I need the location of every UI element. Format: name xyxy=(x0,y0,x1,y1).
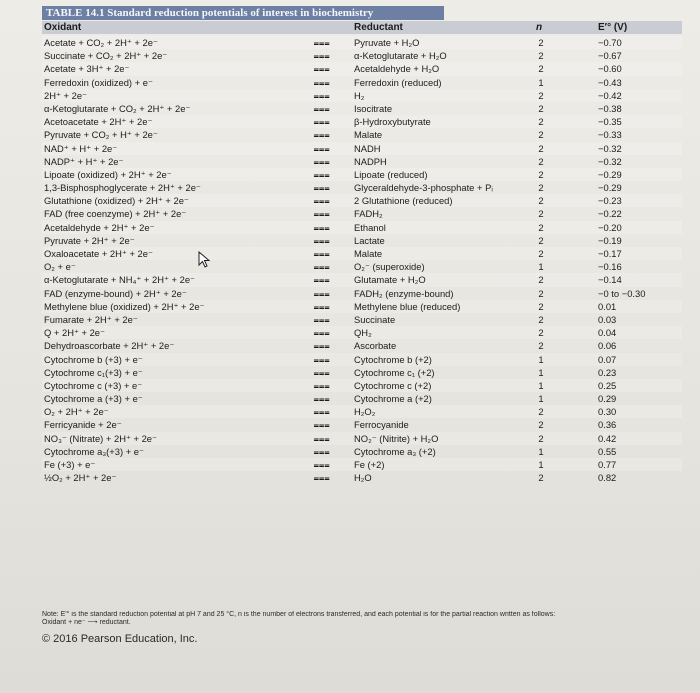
equilibrium-sign: ⩶ xyxy=(313,129,329,141)
oxidant-cell: Pyruvate + 2H⁺ + 2e⁻ xyxy=(44,234,135,246)
potential-cell: −0.32 xyxy=(598,142,622,154)
oxidant-cell: NADP⁺ + H⁺ + 2e⁻ xyxy=(44,155,124,167)
table-row xyxy=(42,234,682,247)
reductant-cell: QH₂ xyxy=(354,327,372,339)
reductant-cell: Cytochrome a₃ (+2) xyxy=(354,445,436,457)
potential-cell: 0.23 xyxy=(598,366,617,378)
table-row xyxy=(42,471,682,484)
reductant-cell: Cytochrome c₁ (+2) xyxy=(354,366,435,378)
electron-count-cell: 2 xyxy=(538,221,544,233)
electron-count-cell: 2 xyxy=(538,89,544,101)
reductant-cell: Acetaldehyde + H₂O xyxy=(354,63,440,75)
equilibrium-sign: ⩶ xyxy=(313,155,329,167)
electron-count-cell: 2 xyxy=(538,327,544,339)
table-row xyxy=(42,115,682,128)
electron-count-cell: 2 xyxy=(538,102,544,114)
electron-count-cell: 1 xyxy=(538,261,544,273)
potential-cell: −0.16 xyxy=(598,261,622,273)
electron-count-cell: 2 xyxy=(538,234,544,246)
potential-cell: 0.25 xyxy=(598,379,617,391)
reductant-cell: H₂O₂ xyxy=(354,406,376,418)
potential-cell: 0.30 xyxy=(598,406,617,418)
potential-cell: −0.67 xyxy=(598,50,622,62)
oxidant-cell: O₂ + 2H⁺ + 2e⁻ xyxy=(44,406,109,418)
oxidant-cell: NAD⁺ + H⁺ + 2e⁻ xyxy=(44,142,118,154)
electron-count-cell: 2 xyxy=(538,116,544,128)
oxidant-cell: Acetaldehyde + 2H⁺ + 2e⁻ xyxy=(44,221,155,233)
note-line-1: Note: E′° is the standard reduction potential at pH 7 and 25 °C, n is the number of electrons transferred, and each potential is for the partial reaction written as follows: xyxy=(42,611,556,618)
equilibrium-sign: ⩶ xyxy=(313,208,329,220)
oxidant-cell: Acetate + 3H⁺ + 2e⁻ xyxy=(44,63,130,75)
electron-count-cell: 2 xyxy=(538,340,544,352)
oxidant-cell: FAD (enzyme-bound) + 2H⁺ + 2e⁻ xyxy=(44,287,187,299)
oxidant-cell: Cytochrome c₁(+3) + e⁻ xyxy=(44,366,143,378)
note-line-2: Oxidant + ne⁻ ⟶ reductant. xyxy=(42,619,131,626)
reductant-cell: Malate xyxy=(354,248,383,259)
table-row xyxy=(42,326,682,339)
potential-cell: −0.38 xyxy=(598,102,622,114)
potential-cell: −0.60 xyxy=(598,63,622,75)
table-row xyxy=(42,76,682,89)
electron-count-cell: 1 xyxy=(538,366,544,378)
electron-count-cell: 1 xyxy=(538,459,544,470)
equilibrium-sign: ⩶ xyxy=(313,353,329,365)
electron-count-cell: 2 xyxy=(538,313,544,325)
table-row xyxy=(42,155,682,168)
equilibrium-sign: ⩶ xyxy=(313,89,329,101)
oxidant-cell: O₂ + e⁻ xyxy=(44,261,76,273)
electron-count-cell: 1 xyxy=(538,353,544,365)
header-reductant: Reductant xyxy=(354,22,403,33)
electron-count-cell: 1 xyxy=(538,379,544,391)
equilibrium-sign: ⩶ xyxy=(313,248,329,259)
electron-count-cell: 2 xyxy=(538,432,544,444)
table-row xyxy=(42,168,682,181)
table-row xyxy=(42,207,682,220)
reductant-cell: Glutamate + H₂O xyxy=(354,274,426,286)
electron-count-cell: 2 xyxy=(538,168,544,180)
table-row xyxy=(42,247,682,260)
oxidant-cell: Q + 2H⁺ + 2e⁻ xyxy=(44,327,105,339)
table-body xyxy=(42,36,682,484)
oxidant-cell: α-Ketoglutarate + CO₂ + 2H⁺ + 2e⁻ xyxy=(44,102,191,114)
electron-count-cell: 2 xyxy=(538,182,544,194)
equilibrium-sign: ⩶ xyxy=(313,287,329,299)
reductant-cell: NADPH xyxy=(354,155,387,167)
table-row xyxy=(42,366,682,379)
equilibrium-sign: ⩶ xyxy=(313,116,329,128)
copyright-text: © 2016 Pearson Education, Inc. xyxy=(42,633,198,645)
electron-count-cell: 2 xyxy=(538,155,544,167)
reductant-cell: H₂O xyxy=(354,472,372,484)
oxidant-cell: Cytochrome c (+3) + e⁻ xyxy=(44,379,143,391)
potential-cell: 0.55 xyxy=(598,445,617,457)
equilibrium-sign: ⩶ xyxy=(313,261,329,273)
equilibrium-sign: ⩶ xyxy=(313,168,329,180)
potential-cell: −0.14 xyxy=(598,274,622,286)
table-row xyxy=(42,432,682,445)
header-n: n xyxy=(536,22,543,33)
equilibrium-sign: ⩶ xyxy=(313,379,329,391)
electron-count-cell: 2 xyxy=(538,50,544,62)
electron-count-cell: 1 xyxy=(538,445,544,457)
oxidant-cell: Oxaloacetate + 2H⁺ + 2e⁻ xyxy=(44,248,153,259)
potential-cell: −0.23 xyxy=(598,195,622,207)
table-row xyxy=(42,379,682,392)
potential-cell: 0.04 xyxy=(598,327,617,339)
equilibrium-sign: ⩶ xyxy=(313,366,329,378)
equilibrium-sign: ⩶ xyxy=(313,63,329,75)
electron-count-cell: 1 xyxy=(538,393,544,405)
potential-cell: 0.07 xyxy=(598,353,617,365)
oxidant-cell: Pyruvate + CO₂ + H⁺ + 2e⁻ xyxy=(44,129,158,141)
equilibrium-sign: ⩶ xyxy=(313,459,329,470)
equilibrium-sign: ⩶ xyxy=(313,300,329,312)
equilibrium-sign: ⩶ xyxy=(313,76,329,88)
oxidant-cell: 1,3-Bisphosphoglycerate + 2H⁺ + 2e⁻ xyxy=(44,182,201,194)
potential-cell: −0.22 xyxy=(598,208,622,220)
electron-count-cell: 2 xyxy=(538,208,544,220)
reductant-cell: Cytochrome a (+2) xyxy=(354,393,432,405)
oxidant-cell: α-Ketoglutarate + NH₄⁺ + 2H⁺ + 2e⁻ xyxy=(44,274,195,286)
table-row xyxy=(42,445,682,458)
reductant-cell: Succinate xyxy=(354,313,396,325)
oxidant-cell: Lipoate (oxidized) + 2H⁺ + 2e⁻ xyxy=(44,168,172,180)
oxidant-cell: Fumarate + 2H⁺ + 2e⁻ xyxy=(44,313,138,325)
reductant-cell: FADH₂ (enzyme-bound) xyxy=(354,287,454,299)
potential-cell: −0.19 xyxy=(598,234,622,246)
mouse-cursor-icon xyxy=(198,251,212,269)
table-row xyxy=(42,62,682,75)
table-row xyxy=(42,392,682,405)
table-row xyxy=(42,287,682,300)
oxidant-cell: Cytochrome a (+3) + e⁻ xyxy=(44,393,143,405)
table-row xyxy=(42,142,682,155)
potential-cell: −0.20 xyxy=(598,221,622,233)
table-row xyxy=(42,49,682,62)
reductant-cell: Isocitrate xyxy=(354,102,393,114)
potential-cell: −0 to −0.30 xyxy=(598,287,646,299)
equilibrium-sign: ⩶ xyxy=(313,37,329,48)
oxidant-cell: Cytochrome b (+3) + e⁻ xyxy=(44,353,143,365)
reductant-cell: Ethanol xyxy=(354,221,386,233)
potential-cell: 0.03 xyxy=(598,313,617,325)
table-header xyxy=(42,21,682,34)
reductant-cell: Cytochrome b (+2) xyxy=(354,353,432,365)
electron-count-cell: 2 xyxy=(538,472,544,484)
oxidant-cell: Ferredoxin (oxidized) + e⁻ xyxy=(44,76,153,88)
reductant-cell: Pyruvate + H₂O xyxy=(354,37,420,48)
potential-cell: −0.17 xyxy=(598,248,622,259)
oxidant-cell: 2H⁺ + 2e⁻ xyxy=(44,89,87,101)
reductant-cell: Ferredoxin (reduced) xyxy=(354,76,442,88)
electron-count-cell: 2 xyxy=(538,129,544,141)
table-row xyxy=(42,353,682,366)
oxidant-cell: Ferricyanide + 2e⁻ xyxy=(44,419,122,431)
equilibrium-sign: ⩶ xyxy=(313,445,329,457)
reductant-cell: NO₂⁻ (Nitrite) + H₂O xyxy=(354,432,439,444)
potential-cell: −0.35 xyxy=(598,116,622,128)
electron-count-cell: 2 xyxy=(538,248,544,259)
potential-cell: −0.33 xyxy=(598,129,622,141)
electron-count-cell: 2 xyxy=(538,195,544,207)
reductant-cell: Fe (+2) xyxy=(354,459,385,470)
table-row xyxy=(42,300,682,313)
table-row xyxy=(42,313,682,326)
reductant-cell: Ferrocyanide xyxy=(354,419,409,431)
equilibrium-sign: ⩶ xyxy=(313,327,329,339)
equilibrium-sign: ⩶ xyxy=(313,419,329,431)
oxidant-cell: Cytochrome a₃(+3) + e⁻ xyxy=(44,445,144,457)
reductant-cell: 2 Glutathione (reduced) xyxy=(354,195,453,207)
equilibrium-sign: ⩶ xyxy=(313,393,329,405)
reductant-cell: FADH₂ xyxy=(354,208,383,220)
table-title: TABLE 14.1 Standard reduction potentials of interest in biochemistry xyxy=(42,6,444,20)
equilibrium-sign: ⩶ xyxy=(313,102,329,114)
potential-cell: −0.42 xyxy=(598,89,622,101)
oxidant-cell: Methylene blue (oxidized) + 2H⁺ + 2e⁻ xyxy=(44,300,205,312)
header-e: E′° (V) xyxy=(598,22,628,33)
electron-count-cell: 2 xyxy=(538,37,544,48)
equilibrium-sign: ⩶ xyxy=(313,50,329,62)
table-row xyxy=(42,418,682,431)
electron-count-cell: 1 xyxy=(538,76,544,88)
table-row xyxy=(42,89,682,102)
reductant-cell: Ascorbate xyxy=(354,340,397,352)
oxidant-cell: Succinate + CO₂ + 2H⁺ + 2e⁻ xyxy=(44,50,168,62)
equilibrium-sign: ⩶ xyxy=(313,221,329,233)
reductant-cell: Glyceraldehyde-3-phosphate + Pᵢ xyxy=(354,182,493,194)
electron-count-cell: 2 xyxy=(538,300,544,312)
equilibrium-sign: ⩶ xyxy=(313,406,329,418)
equilibrium-sign: ⩶ xyxy=(313,274,329,286)
oxidant-cell: FAD (free coenzyme) + 2H⁺ + 2e⁻ xyxy=(44,208,187,220)
table-row xyxy=(42,273,682,286)
equilibrium-sign: ⩶ xyxy=(313,472,329,484)
oxidant-cell: Acetate + CO₂ + 2H⁺ + 2e⁻ xyxy=(44,37,158,48)
table-row xyxy=(42,36,682,49)
equilibrium-sign: ⩶ xyxy=(313,234,329,246)
equilibrium-sign: ⩶ xyxy=(313,313,329,325)
equilibrium-sign: ⩶ xyxy=(313,195,329,207)
header-oxidant: Oxidant xyxy=(44,22,82,33)
potential-cell: −0.29 xyxy=(598,182,622,194)
reductant-cell: α-Ketoglutarate + H₂O xyxy=(354,50,447,62)
reductant-cell: Malate xyxy=(354,129,383,141)
electron-count-cell: 2 xyxy=(538,142,544,154)
equilibrium-sign: ⩶ xyxy=(313,340,329,352)
electron-count-cell: 2 xyxy=(538,63,544,75)
table-note xyxy=(42,611,682,627)
table-row xyxy=(42,181,682,194)
reductant-cell: Lipoate (reduced) xyxy=(354,168,428,180)
reductant-cell: Lactate xyxy=(354,234,385,246)
equilibrium-sign: ⩶ xyxy=(313,432,329,444)
reductant-cell: NADH xyxy=(354,142,381,154)
electron-count-cell: 2 xyxy=(538,419,544,431)
reductant-cell: H₂ xyxy=(354,89,365,101)
potential-cell: −0.29 xyxy=(598,168,622,180)
potential-cell: −0.70 xyxy=(598,37,622,48)
potential-cell: 0.42 xyxy=(598,432,617,444)
oxidant-cell: Dehydroascorbate + 2H⁺ + 2e⁻ xyxy=(44,340,175,352)
electron-count-cell: 2 xyxy=(538,274,544,286)
table-row xyxy=(42,339,682,352)
potential-cell: 0.77 xyxy=(598,459,617,470)
reductant-cell: β-Hydroxybutyrate xyxy=(354,116,431,128)
equilibrium-sign: ⩶ xyxy=(313,142,329,154)
table-row xyxy=(42,458,682,471)
equilibrium-sign: ⩶ xyxy=(313,182,329,194)
table-row xyxy=(42,221,682,234)
table-row xyxy=(42,194,682,207)
potential-cell: 0.01 xyxy=(598,300,617,312)
potential-cell: −0.43 xyxy=(598,76,622,88)
potential-cell: 0.29 xyxy=(598,393,617,405)
potential-cell: 0.36 xyxy=(598,419,617,431)
table-row xyxy=(42,260,682,273)
reductant-cell: Cytochrome c (+2) xyxy=(354,379,432,391)
oxidant-cell: Glutathione (oxidized) + 2H⁺ + 2e⁻ xyxy=(44,195,189,207)
reductant-cell: O₂⁻ (superoxide) xyxy=(354,261,425,273)
potential-cell: −0.32 xyxy=(598,155,622,167)
oxidant-cell: Fe (+3) + e⁻ xyxy=(44,459,96,470)
oxidant-cell: ½O₂ + 2H⁺ + 2e⁻ xyxy=(44,472,117,484)
oxidant-cell: NO₃⁻ (Nitrate) + 2H⁺ + 2e⁻ xyxy=(44,432,157,444)
reductant-cell: Methylene blue (reduced) xyxy=(354,300,461,312)
table-row xyxy=(42,102,682,115)
electron-count-cell: 2 xyxy=(538,406,544,418)
table-row xyxy=(42,405,682,418)
potential-cell: 0.06 xyxy=(598,340,617,352)
electron-count-cell: 2 xyxy=(538,287,544,299)
potential-cell: 0.82 xyxy=(598,472,617,484)
table-row xyxy=(42,128,682,141)
oxidant-cell: Acetoacetate + 2H⁺ + 2e⁻ xyxy=(44,116,153,128)
